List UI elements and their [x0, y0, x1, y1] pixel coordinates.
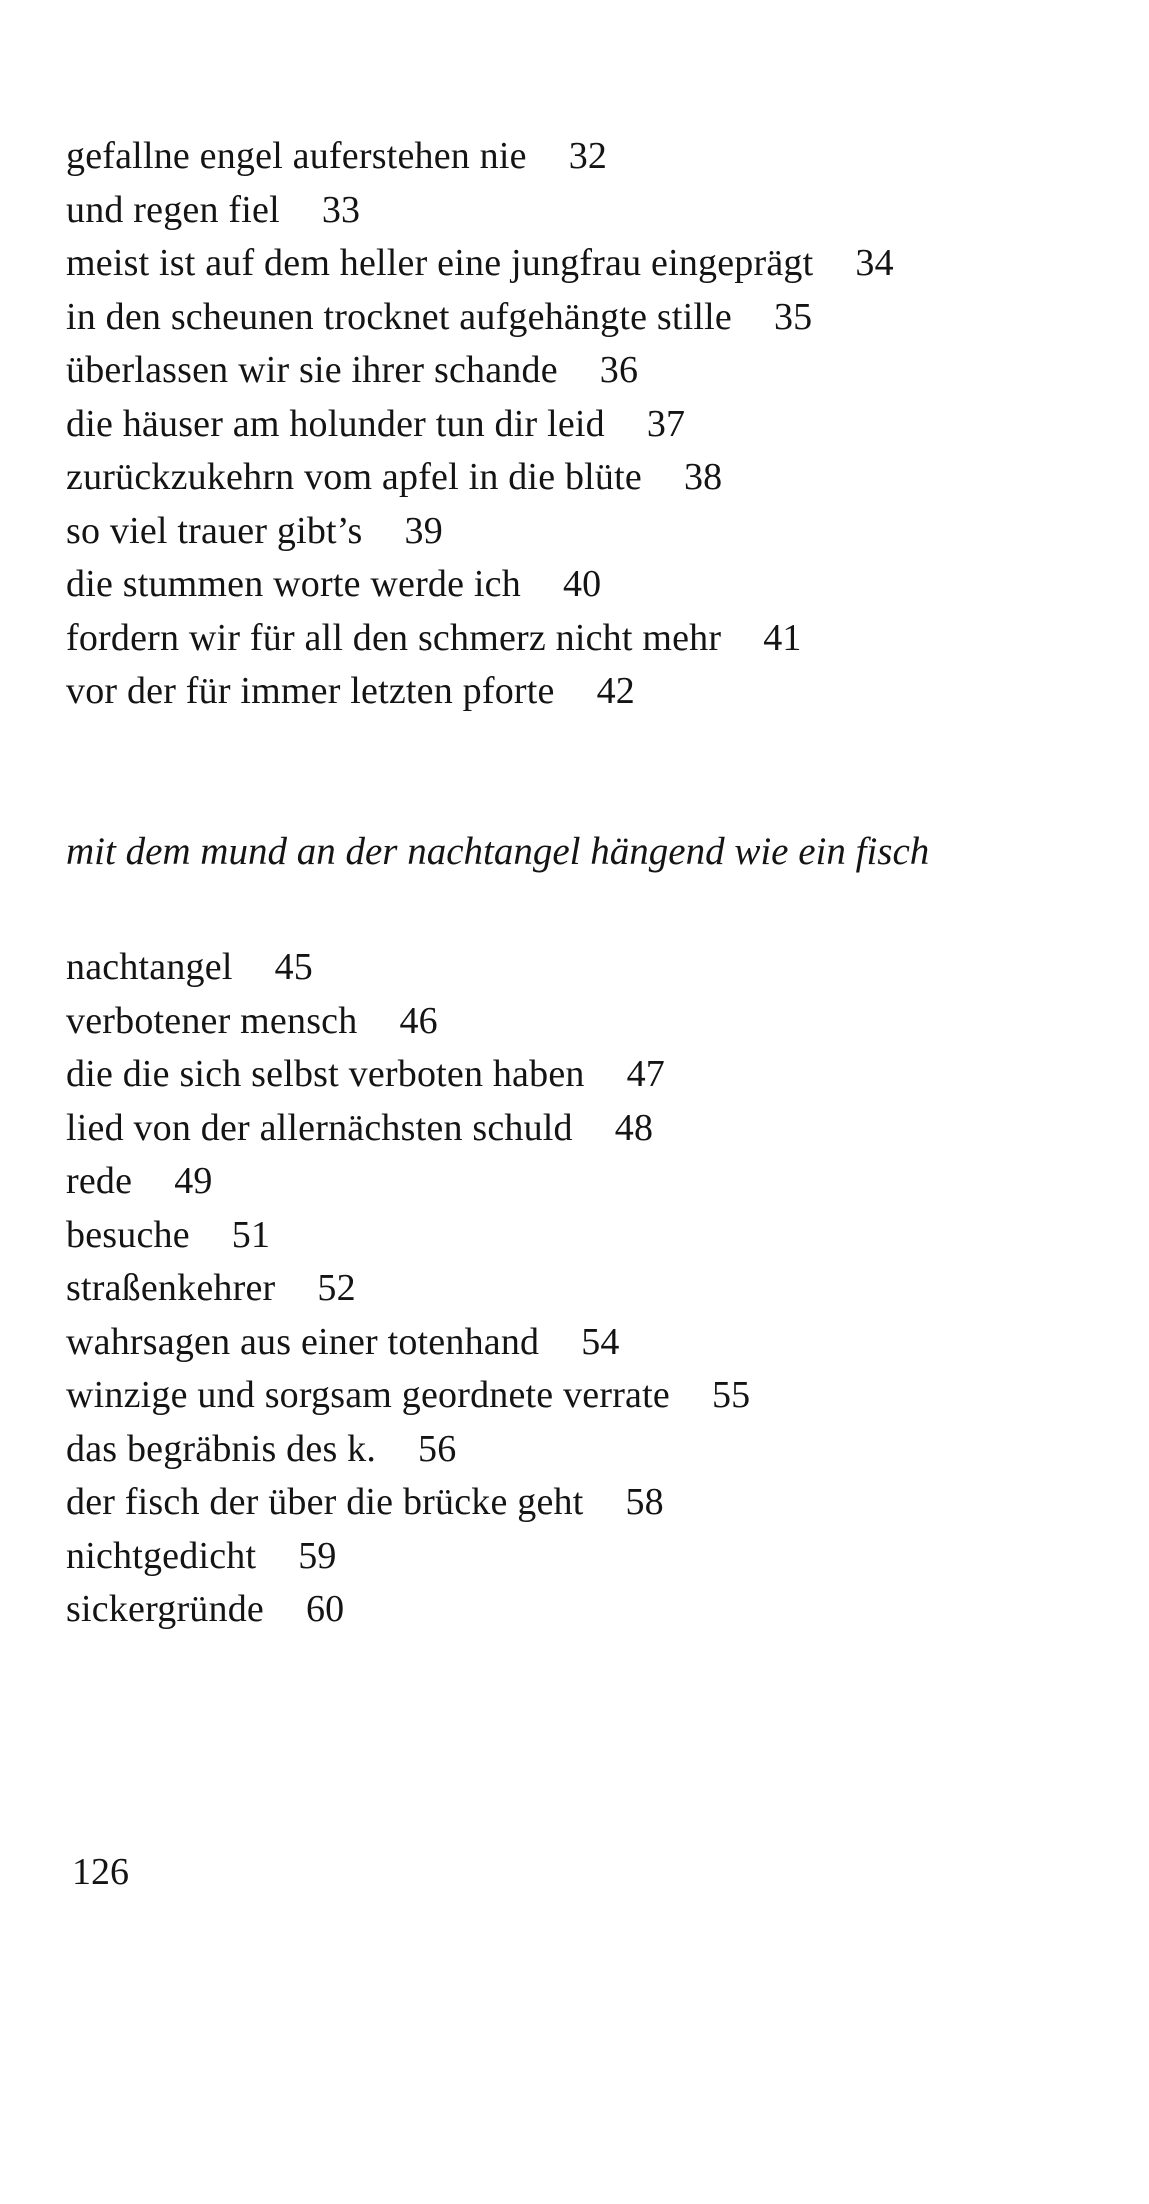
toc-entry-title: das begräbnis des k. — [66, 1427, 377, 1470]
toc-entry-page: 39 — [404, 509, 443, 552]
toc-entry — [66, 505, 894, 559]
toc-entry-page: 60 — [305, 1588, 345, 1630]
toc-entry-title: die häuser am holunder tun dir leid — [66, 402, 605, 445]
section-heading: mit dem mund an der nachtangel hängend wie ein fisch — [66, 830, 930, 873]
toc-entry-page: 32 — [568, 135, 608, 177]
toc-entry — [66, 558, 894, 612]
toc-entry-page: 45 — [274, 946, 313, 988]
toc-entry-title: rede — [66, 1160, 133, 1202]
toc-list-part-1 — [66, 130, 894, 719]
toc-list-part-2 — [66, 941, 750, 1637]
toc-entry — [66, 941, 750, 995]
toc-entry-title: lied von der allernächsten schuld — [66, 1106, 573, 1149]
toc-entry — [66, 237, 894, 291]
toc-entry-page: 58 — [625, 1481, 664, 1523]
page-number: 126 — [72, 1851, 129, 1893]
toc-entry-title: und regen fiel — [66, 188, 280, 231]
toc-entry-title: gefallne engel auferstehen nie — [66, 135, 527, 177]
toc-entry-title: straßenkehrer — [66, 1267, 276, 1309]
toc-entry-title: wahrsagen aus einer totenhand — [66, 1320, 540, 1363]
toc-entry — [66, 398, 894, 452]
toc-entry — [66, 184, 894, 238]
toc-entry — [66, 1583, 750, 1637]
toc-entry-title: besuche — [66, 1213, 190, 1256]
toc-entry-page: 46 — [399, 999, 438, 1042]
toc-entry-title: nachtangel — [66, 946, 233, 988]
toc-entry — [66, 344, 894, 398]
toc-entry-page: 36 — [599, 349, 639, 391]
toc-entry — [66, 612, 894, 666]
toc-entry-title: der fisch der über die brücke geht — [66, 1481, 584, 1523]
toc-entry-title: winzige und sorgsam geordnete verrate — [66, 1374, 670, 1416]
toc-entry-page: 33 — [321, 188, 361, 231]
toc-entry-title: meist ist auf dem heller eine jungfrau eingeprägt — [66, 242, 814, 284]
toc-entry — [66, 1369, 750, 1423]
toc-entry — [66, 1262, 750, 1316]
toc-entry-title: vor der für immer letzten pforte — [66, 670, 555, 712]
toc-entry-title: zurückzukehrn vom apfel in die blüte — [66, 456, 642, 498]
toc-entry-title: überlassen wir sie ihrer schande — [66, 349, 558, 391]
toc-entry-page: 42 — [596, 670, 635, 712]
toc-entry — [66, 665, 894, 719]
toc-entry-page: 40 — [562, 563, 602, 605]
toc-entry — [66, 1048, 750, 1102]
toc-entry-page: 49 — [174, 1160, 213, 1202]
toc-entry-page: 35 — [773, 295, 813, 338]
toc-entry — [66, 1155, 750, 1209]
toc-entry-page: 56 — [418, 1427, 457, 1470]
toc-entry — [66, 1476, 750, 1530]
toc-entry-title: fordern wir für all den schmerz nicht mehr — [66, 616, 722, 659]
toc-entry — [66, 130, 894, 184]
toc-entry — [66, 1530, 750, 1584]
toc-entry — [66, 1209, 750, 1263]
toc-entry-page: 41 — [763, 616, 802, 659]
toc-entry-page: 51 — [231, 1213, 271, 1256]
toc-entry-title: die die sich selbst verboten haben — [66, 1053, 585, 1095]
toc-entry-page: 48 — [614, 1106, 654, 1149]
toc-entry — [66, 1102, 750, 1156]
toc-entry — [66, 995, 750, 1049]
toc-entry-page: 52 — [317, 1267, 356, 1309]
toc-entry-page: 54 — [581, 1320, 620, 1363]
toc-entry — [66, 1316, 750, 1370]
toc-entry-title: sickergründe — [66, 1588, 264, 1630]
toc-entry-page: 38 — [683, 456, 723, 498]
toc-entry-page: 47 — [626, 1053, 666, 1095]
toc-entry-page: 34 — [855, 242, 894, 284]
toc-entry-page: 37 — [646, 402, 686, 445]
toc-entry-page: 55 — [711, 1374, 751, 1416]
toc-entry-page: 59 — [298, 1534, 337, 1577]
toc-entry-title: verbotener mensch — [66, 999, 358, 1042]
toc-entry — [66, 451, 894, 505]
toc-entry-title: nichtgedicht — [66, 1534, 257, 1577]
toc-entry-title: so viel trauer gibt’s — [66, 509, 363, 552]
toc-entry-title: in den scheunen trocknet aufgehängte stille — [66, 295, 732, 338]
toc-entry — [66, 1423, 750, 1477]
toc-entry — [66, 291, 894, 345]
toc-entry-title: die stummen worte werde ich — [66, 563, 521, 605]
